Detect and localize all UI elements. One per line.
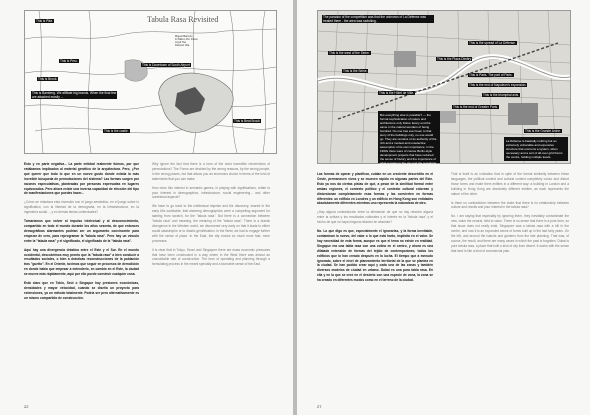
- left-page: [0, 0, 293, 415]
- paragraph: No. Lo que digo es que, especialmente el ignorarlas, y la forma inevitable, contaminan lo nuevo, del valor o lo que está harto, implícita en el valor. Se hay necesidad de esta forma, aunque es que el tema no existe en realidad. Singapur era una tabla rasa con una colina en el centro, y ahora es una dilatada extensión de formas del tejido de contemporáneo, todos los edificios que lo han creado después en la lucha. El tiempo que a menudo ignorado, sobre el nivel de planeamiento territorial de la que se plantea en la ciudad. Se han podido crear aquí y cada una de las zonas y también diversos modelos de ciudad en urbano. Dubai es una pura tabla rasa. En ella y en la que se creó en el desierto con una especie de zona, la zona se ha creado en diferentes modos como en el terreno de la ciudad.: [317, 229, 433, 283]
- map-label: This is Brook.: [38, 77, 58, 81]
- paragraph: Aquí hay una divergencia drástica entre el Este y el Sur. En el mundo occidental, descubrimos muy pronto que la "tabula rasa" a bien conducir a resultados sociales, o bien a drásticas reconstrucciones de la población tras "guetto". En el Oriente, tuvimos que seguir en procesos de demolición en donde había que empezar a entenderlo, en cambio en el Este, la ciudad se mueve más rápidamente, aquí por ello puede construir cualquier cosa.: [24, 247, 139, 277]
- map-label: This is the castle.: [104, 129, 129, 133]
- map-label: This is the triumphal axis.: [483, 93, 519, 97]
- map-label: This is the Grande Arche.: [525, 129, 561, 133]
- map-label: This is the Seine.: [343, 69, 368, 73]
- map-label: This is the spread of La Défense.: [469, 41, 516, 45]
- paragraph: That is itself is an indication that in spite of the formal similarity between these languages, the political context and cultural context completely colour and distort those forms and make them entities in a different way: a building in London and a building in Hong Kong are absolutely different entities, as each represents the nature of the other.: [451, 172, 569, 196]
- map-label: This is Beat Brook: [234, 119, 260, 123]
- paragraph: We have to go back to the intellectual impulse and the discovery, shared in the early 60s worldwide, that alarming demographics were a compelling argument for starting from scratch, for the "tabula rasa". But there is a connection between "tabula rasa" and meaning, the meaning of the "tabula rasa". There is a drastic divergence in the Western world, we discovered very early on that it leads to either social catastrophe or to drastic gentrification. In the West, we had to engage further with the sense of place. In the East, the city moves so much more fast, more processes.: [152, 204, 270, 243]
- text-column-english: [451, 172, 569, 258]
- paragraph: Las formas de operar y planificar, cuidan en un creciente descrédito en el Oeste, permanecen vivos y se mueven rápido en algunas partes del Este. Esto ya nos da ciertas pistas de qué, a pesar de la similitud formal entre ambas regiones, el contexto político y el contexto cultural colorean y distorsionan completamente esas formas y las convierten en formas diferentes: un edificio en Londres y un edificio en Hong Kong son entidades absolutamente diferentes mientras uno representa la naturaleza de otro.: [317, 172, 433, 206]
- caption-panel: But everything else is possible? — the formal sophistication of nature and architecture only follow. Every end the same in the natural wonders of being hundred. No one has ever been to that story of the buildings only, no one would go. They are remains of an authority of the rich and a modest and unselective assumption of its own importance. In the 1960s there were of course Berlin-style development projects that have reduced the sense of history and the importance of what remains in the city and the remaining people.: [378, 111, 440, 163]
- map-label: This is Paris. The part of Paris.: [469, 73, 513, 77]
- map-label: This is the Plaza Dimitry: [437, 57, 472, 61]
- question: ¿Hay alguna contradicción entre la afirmación de que no hay relación alguna entre la cultura y los resultados culturales y el interés en la "tabula rasa" y el hecho de que no haya ninguna relación en absoluto?: [317, 210, 433, 225]
- question: Is there no contradiction between the claim that there is no relationship between culture and results and your interest in the tabula rasa?: [451, 200, 569, 210]
- caption-panel: La Défense is basically nothing but an extremely vulnerable and expensive structure that overruns a system, when necessary and a sort of all-over grid that is the centre, holding multiple levels.: [504, 137, 568, 161]
- page-number: 27: [317, 404, 322, 409]
- paragraph: No. I am saying that especially by ignoring them, they inevitably contaminate the new, value the neutral, held to value. There is no sense that there is a pure form, so that issue does not really exist. Singapore was a tabula rasa with a hill in the centre, and now it is an expanded sense of forms built up in the last forty years. On the left, and around the islands and gardens from the late planning. That was, of course, the result, and there are many cases in which the past is forgotten. Dubai is pure tabula rasa, a place that built a kind of city from desert. It works with the sense that land is like a kind of commercial plan.: [451, 214, 569, 253]
- paragraph: Why ignore the fact that there is a form of the most incredible reinventions of permutations? The Forms are decided by the wrong reasons, by the wrong people, in the wrong places, but that allows you an enormous choice in terms of the kind of statements that you can make.: [152, 162, 270, 181]
- article-byline: Miguel Barreiro & Willem Per Pama Lloyd Tae Debrest Ulla: [175, 35, 198, 47]
- paragraph: Está claro que en Tokio, Seúl o Singapur hay presiones económicas, densidades y mayor velocidad, cuando se diseña un proyecto para extensiones, ya un método totalmente. Podría ser pero alternativamente es un mismo compartido de construcción.: [24, 281, 139, 300]
- map-label: This is the end of Greater Paris.: [453, 105, 498, 109]
- map-figure-left: [24, 10, 277, 154]
- map-drawing: [25, 11, 276, 153]
- page-number: 22: [24, 404, 29, 409]
- paragraph: It is clear that in Tokyo, Seoul and Singapore there are mass economic pressures that have been constructed in a way where in the West there was almost an unavoidable rate of construction. The form of operating and planning through a formulating process in the meant specialty and a favorable sense of the East.: [152, 247, 270, 267]
- question: How does this interest in semantic games, in playing with significations, relate to your interest in demographics, infrastructure, social engineering... and other contextual aspects?: [152, 185, 270, 200]
- article-title: Tabula Rasa Revisited: [147, 15, 219, 24]
- map-label: This is Pike.: [36, 19, 54, 23]
- map-label: This is the Hôtel de Ville.: [379, 91, 415, 95]
- paragraph: Esto y en parte negativa... La parte entidad realmente fuimos, por que estábamos implicados al material genético de la arquitectura. Pero, ¿Por qué querer que todo lo que en un nuevo gusto donde existía la más increíble búsqueda de permutaciones del sistema? Las formas surgen por razones especulativas, planteadas por personas expresadas en lugares equivocados. Pero ahora existe una inversa capacidad de elección del tipo de manifestaciones que puedes hacer...: [24, 162, 139, 196]
- map-figure-right: [317, 10, 571, 169]
- map-label: This is the end of Napoleon's expansion.: [469, 83, 527, 87]
- map-label: This is the west of the Seine.: [329, 51, 370, 55]
- map-label: This is Peru.: [60, 59, 78, 63]
- text-column-english: [152, 162, 270, 271]
- map-label: This is Bamberg. We affiliate big brands. When the final few are attached mostly ...: [32, 91, 117, 99]
- map-label: This is Downtown of South Airport: [142, 63, 190, 67]
- right-page: [297, 0, 590, 415]
- question: ¿Cómo se relaciona esta inversión con el juego semántico, en el juego sobre lo significativo, con la libertad de la demografía, en la infraestructura, en la ingeniería social..., y en demás temas contextuales?: [24, 200, 139, 215]
- text-column-spanish: [24, 162, 139, 305]
- map-label: The paradox of the competition was that the unknown of La Défense was treated there - the area was ravishing.: [322, 15, 434, 23]
- paragraph: Tomaríamos que volver al impulso intelectual y al desconocimiento, compartido en todo el mundo durante los años sesenta, de que entonces demográficas alarmantes podrían ser un argumento convincente para empezar de cero, para reprogramar la "tabula rasa". Pero hay un vínculo entre la "tabula rasa" y el significado, el significado de la "tabula rasa".: [24, 219, 139, 243]
- text-column-spanish: [317, 172, 433, 287]
